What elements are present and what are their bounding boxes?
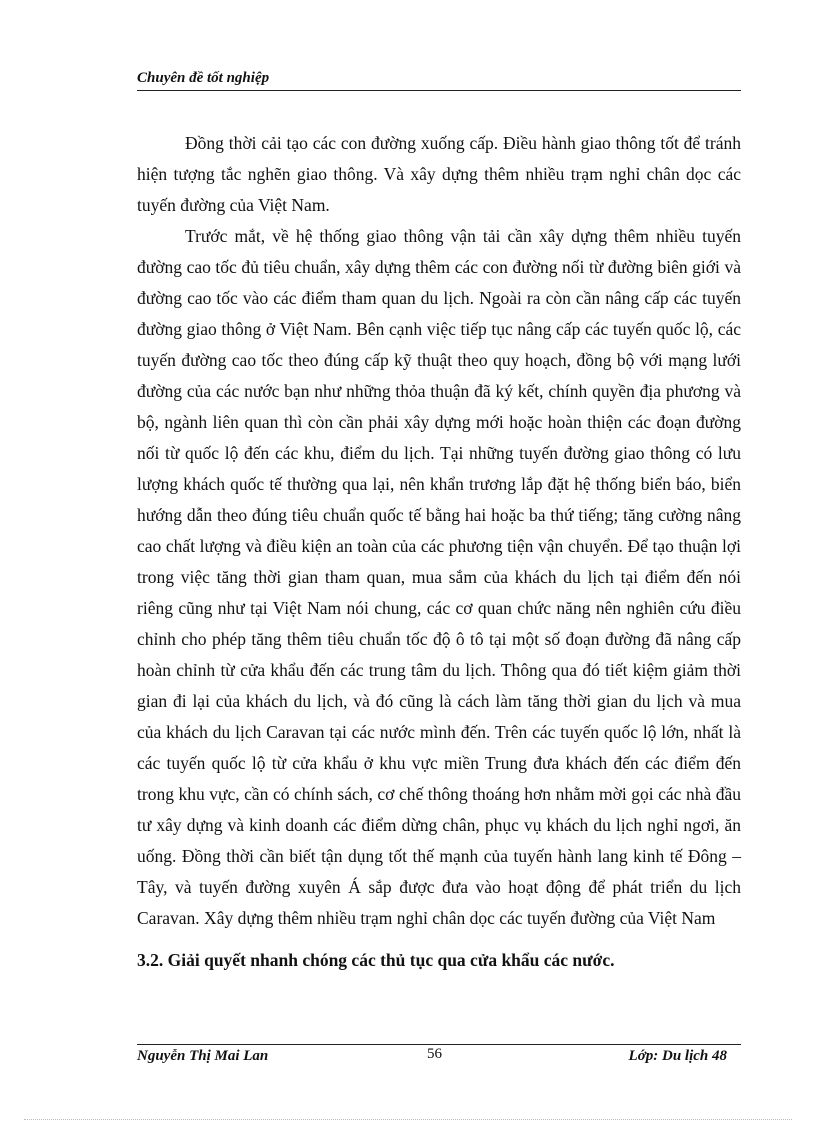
page-edge-divider [24,1119,792,1120]
page-header [137,70,741,91]
footer-author: Nguyễn Thị Mai Lan [137,1048,269,1064]
paragraph: Đồng thời cải tạo các con đường xuống cấp. Điều hành giao thông tốt để tránh hiện tượng tắc nghẽn giao thông. Và xây dựng thêm nhiều trạm nghỉ chân dọc các tuyến đường của Việt Nam. [137,133,741,215]
section-heading: 3.2. Giải quyết nhanh chóng các thủ tục qua cửa khẩu các nước. [137,950,615,970]
page-footer [137,1044,741,1071]
footer-class-label: Lớp: Du lịch 48 [628,1048,727,1064]
header-title: Chuyên đề tốt nghiệp [137,70,270,86]
body-text [137,128,741,934]
paragraph: Trước mắt, về hệ thống giao thông vận tải cần xây dựng thêm nhiều tuyến đường cao tốc đủ tiêu chuẩn, xây dựng thêm các con đường nối từ đường biên giới và đường cao tốc vào các điểm tham quan du lịch. Ngoài ra còn cần nâng cấp các tuyến đường giao thông ở Việt Nam. Bên cạnh việc tiếp tục nâng cấp các tuyến quốc lộ, các tuyến đường cao tốc theo đúng cấp kỹ thuật theo quy hoạch, đồng bộ với mạng lưới đường của các nước bạn như những thỏa thuận đã ký kết, chính quyền địa phương và bộ, ngành liên quan thì còn cần phải xây dựng mới hoặc hoàn thiện các đoạn đường nối từ quốc lộ đến các khu, điểm du lịch. Tại những tuyến đường giao thông có lưu lượng khách quốc tế thường qua lại, nên khẩn trương lắp đặt hệ thống biển báo, biển hướng dẫn theo đúng tiêu chuẩn quốc tế bằng hai hoặc ba thứ tiếng; tăng cường nâng cao chất lượng và điều kiện an toàn của các phương tiện vận chuyển. Để tạo thuận lợi trong việc tăng thời gian tham quan, mua sắm của khách du lịch tại điểm đến nói riêng cũng như tại Việt Nam nói chung, các cơ quan chức năng nên nghiên cứu điều chỉnh cho phép tăng thêm tiêu chuẩn tốc độ ô tô tại một số đoạn đường đã nâng cấp hoàn chỉnh từ cửa khẩu đến các trung tâm du lịch. Thông qua đó tiết kiệm giảm thời gian đi lại của khách du lịch, và đó cũng là cách làm tăng thời gian du lịch và mua của khách du lịch Caravan tại các nước mình đến. Trên các tuyến quốc lộ lớn, nhất là các tuyến quốc lộ từ cửa khẩu ở khu vực miền Trung đưa khách đến các điểm đến trong khu vực, cần có chính sách, cơ chế thông thoáng hơn nhằm mời gọi các nhà đầu tư xây dựng và kinh doanh các điểm dừng chân, phục vụ khách du lịch nghỉ ngơi, ăn uống. Đồng thời cần biết tận dụng tốt thế mạnh của tuyến hành lang kinh tế Đông – Tây, và tuyến đường xuyên Á sắp được đưa vào hoạt động để phát triển du lịch Caravan. Xây dựng thêm nhiều trạm nghỉ chân dọc các tuyến đường của Việt Nam [137,226,741,928]
page-number: 56 [427,1046,442,1062]
